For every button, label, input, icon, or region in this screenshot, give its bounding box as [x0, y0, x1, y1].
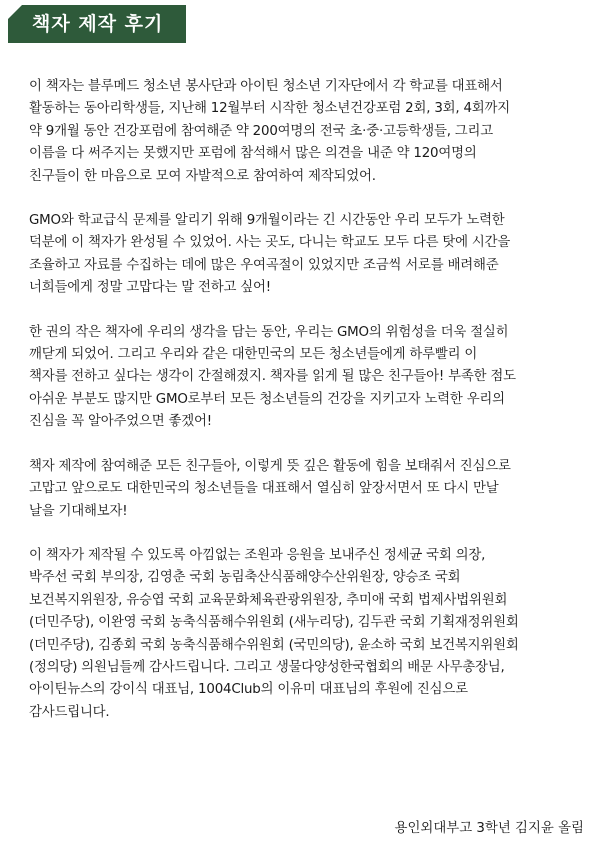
text-line: 한 권의 작은 책자에 우리의 생각을 담는 동안, 우리는 GMO의 위험성을 더욱 절실히 [29, 324, 509, 340]
text-line: 아이틴뉴스의 강이식 대표님, 1004Club의 이유미 대표님의 후원에 진심으로 [29, 682, 468, 698]
section-title: 책자 제작 후기 [32, 13, 164, 35]
text-line: 아쉬운 부분도 많지만 GMO로부터 모든 청소년들의 건강을 지키고자 노력한 우리의 [29, 391, 505, 407]
text-line: 날을 기대해보자! [29, 503, 128, 519]
text-line: 감사드립니다. [29, 704, 110, 720]
paragraph-5 [29, 545, 589, 724]
text-line: 깨닫게 되었어. 그리고 우리와 같은 대한민국의 모든 청소년들에게 하루빨리 이 [29, 347, 478, 363]
tag-fold-corner [8, 5, 22, 19]
text-line: (정의당) 의원님들께 감사드립니다. 그리고 생물다양성한국협회의 배문 사무총장님, [29, 659, 505, 675]
text-line: 친구들이 한 마음으로 모여 자발적으로 참여하여 제작되었어. [29, 168, 376, 184]
author-signature: 용인외대부고 3학년 김지윤 올림 [394, 821, 584, 836]
text-line: 책자 제작에 참여해준 모든 친구들아, 이렇게 뜻 깊은 활동에 힘을 보태줘서 진심으로 [29, 458, 511, 474]
text-line: 이 책자는 블루메드 청소년 봉사단과 아이틴 청소년 기자단에서 각 학교를 대표해서 [29, 79, 503, 94]
text-line: 고맙고 앞으로도 대한민국의 청소년들을 대표해서 열심히 앞장서면서 또 다시 만날 [29, 481, 499, 497]
text-line: 이름을 다 써주지는 못했지만 포럼에 참석해서 많은 의견을 내준 약 120여명의 [29, 146, 477, 162]
text-line: 진심을 꼭 알아주었으면 좋겠어! [29, 414, 212, 430]
text-line: 활동하는 동아리학생들, 지난해 12월부터 시작한 청소년건강포럼 2회, 3회, 4회까지 [29, 101, 511, 117]
document-body [29, 76, 589, 746]
text-line: 너희들에게 정말 고맙다는 말 전하고 싶어! [29, 280, 271, 296]
text-line: 이 책자가 제작될 수 있도록 아낌없는 조원과 응원을 보내주신 정세균 국회 의장, [29, 547, 486, 563]
paragraph-3 [29, 322, 589, 434]
paragraph-1 [29, 76, 589, 188]
text-line: 박주선 국회 부의장, 김영춘 국회 농림축산식품해양수산위원장, 양승조 국회 [29, 570, 461, 586]
paragraph-2 [29, 210, 589, 300]
text-line: 책자를 전하고 싶다는 생각이 간절해졌지. 책자를 읽게 될 많은 친구들아! 부족한 점도 [29, 369, 516, 385]
text-line: 덕분에 이 책자가 완성될 수 있었어. 사는 곳도, 다니는 학교도 모두 다른 탓에 시간을 [29, 235, 511, 251]
text-line: GMO와 학교급식 문제를 알리기 위해 9개월이라는 긴 시간동안 우리 모두가 노력한 [29, 213, 505, 229]
section-title-tag [8, 5, 186, 43]
paragraph-4 [29, 456, 589, 523]
text-line: (더민주당), 김종회 국회 농축식품해수위원회 (국민의당), 윤소하 국회 보건복지위원회 [29, 637, 519, 653]
text-line: 보건복지위원장, 유승엽 국회 교육문화체육관광위원장, 추미애 국회 법제사법위원회 [29, 592, 508, 608]
text-line: 조율하고 자료를 수집하는 데에 많은 우여곡절이 있었지만 조금씩 서로를 배려해준 [29, 257, 499, 273]
text-line: (더민주당), 이완영 국회 농축식품해수위원회 (새누리당), 김두관 국회 기획재정위원회 [29, 615, 519, 631]
text-line: 약 9개월 동안 건강포럼에 참여해준 약 200여명의 전국 초·중·고등학생들, 그리고 [29, 123, 494, 139]
